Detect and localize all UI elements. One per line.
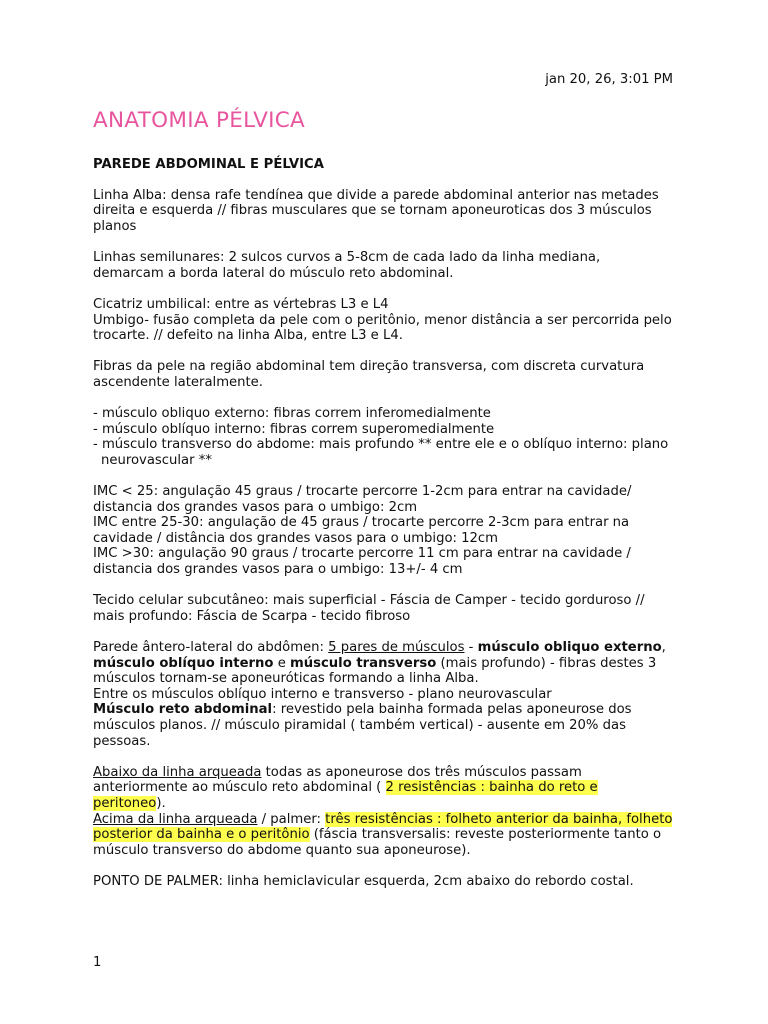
- paragraph-arqueada: [93, 765, 673, 859]
- list-item: - músculo transverso do abdome: mais profundo ** entre ele e o oblíquo interno: plano neurovascular **: [93, 437, 669, 468]
- imc-line: IMC >30: angulação 90 graus / trocarte percorre 11 cm para entrar na cavidade / distancia dos grandes vasos para o umbigo: 13+/- 4 cm: [93, 546, 631, 578]
- imc-line: IMC < 25: angulação 45 graus / trocarte percorre 1-2cm para entrar na cavidade/ distancia dos grandes vasos para o umbigo: 2cm: [93, 484, 632, 515]
- muscle-name-bold: músculo oblíquo interno: [93, 655, 274, 671]
- paragraph-parede: [93, 640, 673, 749]
- reto-line: [93, 702, 673, 749]
- reto-bold: Músculo reto abdominal: [93, 702, 273, 718]
- muscle-name-bold: músculo transverso: [290, 655, 437, 671]
- list-item: - músculo obliquo externo: fibras correm inferomedialmente: [93, 406, 491, 422]
- paragraph-semilunares: Linhas semilunares: 2 sulcos curvos a 5-8cm de cada lado da linha mediana, demarcam a borda lateral do músculo reto abdominal.: [93, 250, 601, 281]
- imc-line: IMC entre 25-30: angulação de 45 graus / trocarte percorre 2-3cm para entrar na cavidade / distância dos grandes vasos para o umbigo: 12cm: [93, 515, 630, 546]
- reto-rest: : revestido pela bainha formada pelas aponeurose dos músculos planos. // músculo piramidal ( também vertical) - ausente em 20% das pessoas.: [93, 702, 632, 749]
- umbigo-line: Umbigo- fusão completa da pele com o peritônio, menor distância a ser percorrida pelo trocarte. // defeito na linha Alba, entre L3 e L4.: [93, 312, 672, 344]
- abaixo-end: ).: [156, 795, 166, 811]
- pares-underlined: 5 pares de músculos: [328, 640, 465, 655]
- paragraph-tecido: Tecido celular subcutâneo: mais superficial - Fáscia de Camper - tecido gorduroso // mais profundo: Fáscia de Scarpa - tecido fibroso: [93, 593, 645, 624]
- acima-end: (fáscia transversalis: reveste posteriormente tanto o músculo transverso do abdome quanto sua aponeurose).: [93, 827, 662, 858]
- page-number: 1: [93, 955, 102, 970]
- abaixo-underlined: Abaixo da linha arqueada: [93, 764, 262, 780]
- acima-underlined: Acima da linha arqueada: [93, 811, 258, 827]
- highlight: 2 resistências : bainha do reto e peritoneo: [93, 780, 598, 811]
- separator: e: [273, 655, 290, 671]
- cicatriz-line: Cicatriz umbilical: entre as vértebras L3 e L4: [93, 296, 389, 312]
- plano-line: Entre os músculos oblíquo interno e transverso - plano neurovascular: [93, 686, 552, 702]
- list-item: - músculo oblíquo interno: fibras correm superomedialmente: [93, 421, 495, 437]
- acima-line: [93, 812, 673, 859]
- paragraph-palmer: PONTO DE PALMER: linha hemiclavicular esquerda, 2cm abaixo do rebordo costal.: [93, 873, 634, 889]
- abaixo-line: [93, 765, 673, 812]
- highlight: três resistências : folheto anterior da bainha, folheto posterior da bainha e o peritônio: [93, 811, 673, 843]
- timestamp: jan 20, 26, 3:01 PM: [545, 72, 673, 87]
- paragraph-fibras: Fibras da pele na região abdominal tem direção transversa, com discreta curvatura ascendente lateralmente.: [93, 359, 645, 390]
- document-page: [93, 72, 673, 905]
- parede-rest: (mais profundo) - fibras destes 3 músculos tornam-se aponeuróticas formando a linha Alba.: [93, 655, 657, 687]
- separator: -: [464, 640, 478, 655]
- parede-intro: Parede ântero-lateral do abdômen:: [93, 640, 329, 655]
- paragraph-linha-alba: Linha Alba: densa rafe tendínea que divide a parede abdominal anterior nas metades direita e esquerda // fibras musculares que se tornam aponeuroticas dos 3 músculos planos: [93, 187, 659, 234]
- muscle-list: [93, 406, 673, 468]
- abaixo-text: todas as aponeurose dos três músculos passam anteriormente ao músculo reto abdominal (: [93, 764, 582, 796]
- imc-block: [93, 484, 673, 578]
- muscle-name-bold: músculo obliquo externo: [477, 640, 662, 655]
- section-heading: PAREDE ABDOMINAL E PÉLVICA: [93, 156, 324, 172]
- acima-sep: / palmer:: [257, 811, 326, 827]
- separator: ,: [661, 640, 666, 655]
- parede-line: [93, 640, 673, 687]
- paragraph-cicatriz: [93, 297, 673, 344]
- page-title: ANATOMIA PÉLVICA: [93, 107, 306, 133]
